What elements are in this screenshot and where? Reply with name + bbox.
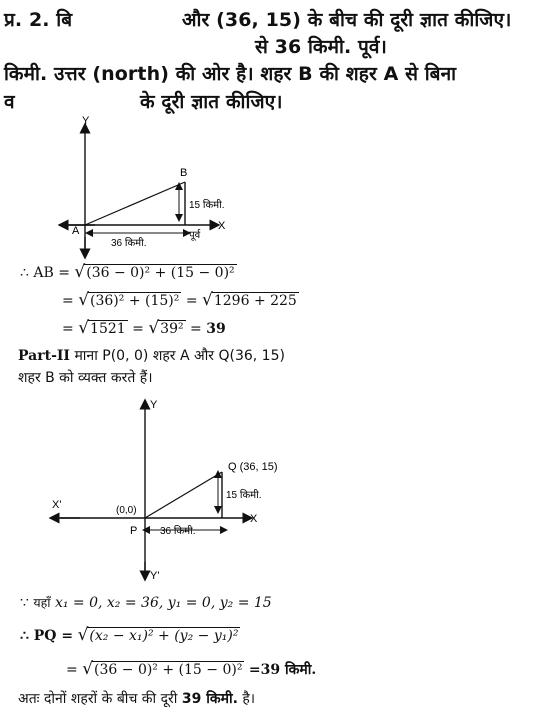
distance-diagram-1 [55,112,245,262]
question-line-1b: और (36, 15) के बीच की दूरी ज्ञात कीजिए। [182,9,512,31]
calc1-result: 39 [206,321,226,337]
vertical-distance-label: 15 किमी. [226,490,262,501]
horizontal-distance-label: 36 किमी. [160,526,196,537]
point-a-label: A [72,225,80,237]
x-prime-label: X' [52,499,62,511]
segment-pq [145,472,222,518]
y-prime-label: Y' [150,570,160,582]
conclusion: अतः दोनों शहरों के बीच की दूरी 39 किमी. है। [18,691,256,707]
horizontal-distance-label: 36 किमी. [111,238,147,249]
calc2-line-1: ∴ PQ = √(x₂ − x₁)² + (y₂ − y₁)² [20,625,239,645]
x-label: X [218,220,226,232]
point-q-label: Q (36, 15) [228,461,278,473]
calc2-result: =39 किमी. [248,662,317,678]
vertical-distance-label: 15 किमी. [189,200,225,211]
question-line-1a: प्र. 2. बि [4,9,73,31]
calc1-radicand-1: (36 − 0)² + (15 − 0)² [86,265,235,281]
direction-label: पूर्व [189,230,201,241]
origin-label: (0,0) [116,505,137,516]
part2-line-1: Part-II माना P(0, 0) शहर A और Q(36, 15) [18,348,285,364]
segment-ab [85,182,185,225]
question-line-4b: के दूरी ज्ञात कीजिए। [140,91,283,113]
point-b-label: B [180,167,188,179]
calc2-line-2: = √(36 − 0)² + (15 − 0)² =39 किमी. [66,659,317,679]
point-p-label: P [130,525,138,537]
part2-label: Part-II [18,348,70,364]
part2-line-2: शहर B को व्यक्त करते हैं। [18,370,153,386]
calc1-line-1: ∴ AB = √(36 − 0)² + (15 − 0)² [20,262,235,282]
question-line-4a: व [4,91,15,113]
x-label: X [250,513,258,525]
question-line-3: किमी. उत्तर (north) की ओर है। शहर B की शहर A से बिना [4,63,457,85]
coordinate-diagram-2 [40,392,280,592]
y-label: Y [82,115,90,127]
calc2-given: ∵ यहाँ x₁ = 0, x₂ = 36, y₁ = 0, y₂ = 15 [20,595,272,611]
y-label: Y [150,399,158,411]
calc1-line-3: = √1521 = √39² = 39 [62,318,226,338]
calc1-line-2: = √(36)² + (15)² = √1296 + 225 [62,290,297,310]
question-line-2: से 36 किमी. पूर्व। [255,36,387,58]
